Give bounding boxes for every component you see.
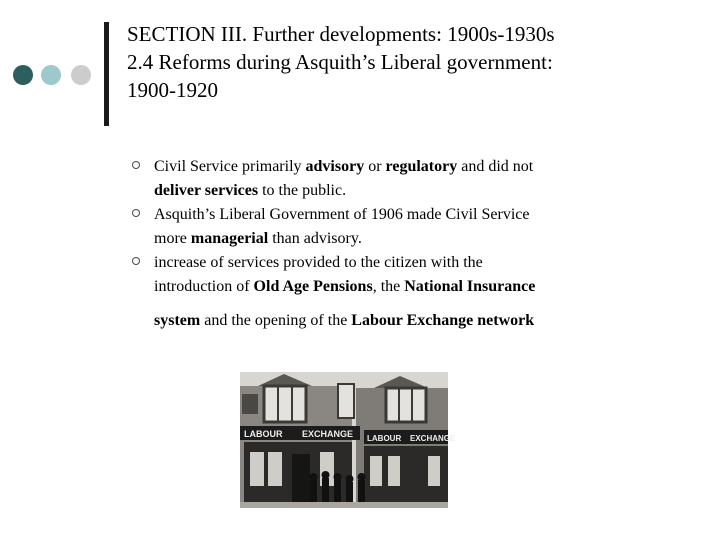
bullet-item	[132, 203, 692, 251]
bullet-line	[154, 227, 692, 251]
photo-crest	[242, 394, 258, 414]
bold-run: Old Age Pensions	[253, 278, 373, 295]
title-line-3: 1900-1920	[127, 78, 218, 102]
bold-run: Labour Exchange network	[351, 312, 535, 329]
bullet-list	[132, 155, 692, 333]
text-run: increase of services provided to the citizen with the	[154, 254, 483, 271]
bold-run: National Insurance	[404, 278, 536, 295]
photo-sign-left-text-2: EXCHANGE	[302, 429, 354, 439]
bullet-line	[154, 309, 692, 333]
text-run: , the	[372, 278, 405, 295]
text-run: than advisory.	[268, 230, 362, 247]
text-run: to the public.	[258, 182, 347, 199]
decor-dot-grey	[71, 65, 91, 85]
title-line-1: SECTION III. Further developments: 1900s-1930s	[127, 22, 555, 46]
bullet-marker-icon	[132, 257, 140, 265]
photo-sign-left-text: LABOUR	[244, 429, 283, 439]
bold-run: regulatory	[385, 158, 458, 175]
title-divider-bar	[104, 22, 109, 126]
text-run: Asquith’s Liberal Government of 1906 made Civil Service	[154, 206, 530, 223]
photo-door	[292, 454, 310, 508]
bullet-item	[132, 155, 692, 203]
slide-title	[127, 20, 707, 104]
bullet-marker-icon	[132, 209, 140, 217]
bullet-line	[154, 275, 692, 299]
bullet-line	[154, 155, 692, 179]
bold-run: deliver services	[154, 182, 259, 199]
text-run: more	[154, 230, 191, 247]
bold-run: system	[154, 312, 201, 329]
bullet-line	[154, 203, 692, 227]
text-run: and did not	[457, 158, 534, 175]
text-run: Civil Service primarily	[154, 158, 306, 175]
photo-left-window	[264, 386, 306, 422]
decor-dot-teal	[41, 65, 61, 85]
bullet-item	[132, 251, 692, 333]
text-run: introduction of	[154, 278, 254, 295]
photo-mid-window	[338, 384, 354, 418]
bullet-marker-icon	[132, 161, 140, 169]
text-run: or	[364, 158, 386, 175]
text-run: and the opening of the	[200, 312, 352, 329]
decor-dot-dark	[13, 65, 33, 85]
photo-sign-right-text: LABOUR	[367, 434, 402, 443]
photo-pavement	[240, 502, 448, 508]
bold-run: advisory	[305, 158, 365, 175]
bullet-line	[154, 251, 692, 275]
bold-run: managerial	[190, 230, 269, 247]
photo-sign-right-text-2: EXCHANGE	[410, 434, 456, 443]
labour-exchange-photo	[240, 372, 456, 508]
bullet-line	[154, 179, 692, 203]
labour-exchange-photo-drawing	[240, 372, 456, 508]
title-line-2: 2.4 Reforms during Asquith’s Liberal government:	[127, 50, 553, 74]
photo-right-window	[386, 388, 426, 422]
